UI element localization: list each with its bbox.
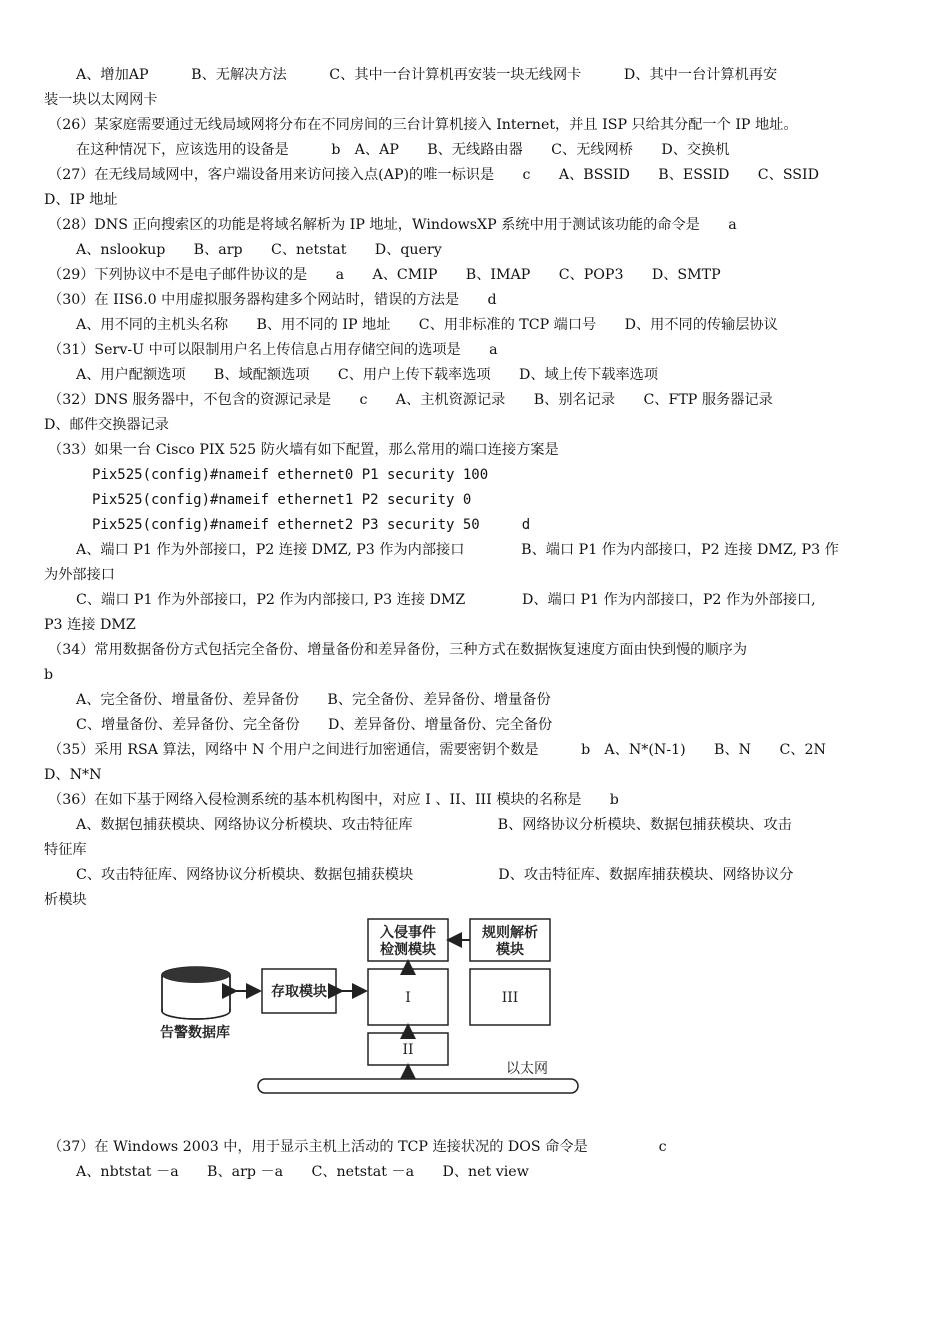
ethernet-label: 以太网 [506,1061,548,1077]
question-36: （36）在如下基于网络入侵检测系统的基本机构图中，对应 I 、II、III 模块的名称是 b [48,792,619,808]
text-line: b [44,667,54,683]
text-line: A、用户配额选项 B、域配额选项 C、用户上传下载率选项 D、域上传下载率选项 [76,367,659,383]
text-line: C、增量备份、差异备份、完全备份 D、差异备份、增量备份、完全备份 [76,717,553,733]
intrusion-detect-label-1: 入侵事件 [380,925,436,941]
rule-parse-label-1: 规则解析 [482,925,538,941]
text-line: A、增加AP B、无解决方法 C、其中一台计算机再安装一块无线网卡 D、其中一台计算机再安 [76,67,778,83]
question-32: （32）DNS 服务器中，不包含的资源记录是 c A、主机资源记录 B、别名记录 C、FTP 服务器记录 [48,392,773,408]
text-line: C、端口 P1 作为外部接口，P2 作为内部接口, P3 连接 DMZ D、端口 P1 作为内部接口，P2 作为外部接口, [76,592,816,608]
question-35: （35）采用 RSA 算法，网络中 N 个用户之间进行加密通信，需要密钥个数是 b A、N*(N-1) B、N C、2N [48,742,826,758]
text-line: A、完全备份、增量备份、差异备份 B、完全备份、差异备份、增量备份 [76,692,551,708]
text-line: 在这种情况下，应该选用的设备是 b A、AP B、无线路由器 C、无线网桥 D、交换机 [76,142,730,158]
intrusion-detect-label-2: 检测模块 [380,942,436,958]
text-line: A、nbtstat －a B、arp －a C、netstat －a D、net view [76,1164,529,1180]
text-line: 特征库 [44,842,87,858]
text-line: D、邮件交换器记录 [44,417,169,433]
question-34: （34）常用数据备份方式包括完全备份、增量备份和差异备份，三种方式在数据恢复速度方面由快到慢的顺序为 [48,642,748,658]
question-31: （31）Serv-U 中可以限制用户名上传信息占用存储空间的选项是 a [48,342,498,358]
alarm-database-icon [162,967,230,1019]
text-line: P3 连接 DMZ [44,617,136,633]
module-iii-label: III [501,990,519,1006]
module-i-label: I [405,990,411,1006]
text-line: D、IP 地址 [44,192,118,208]
question-27: （27）在无线局域网中，客户端设备用来访问接入点(AP)的唯一标识是 c A、BSSID B、ESSID C、SSID [48,167,819,183]
question-26: （26）某家庭需要通过无线局域网将分布在不同房间的三台计算机接入 Internet，并且 ISP 只给其分配一个 IP 地址。 [48,117,798,133]
config-line: Pix525(config)#nameif ethernet2 P3 security 50 d [92,517,531,533]
text-line: 为外部接口 [44,567,115,583]
question-30: （30）在 IIS6.0 中用虚拟服务器构建多个网站时，错误的方法是 d [48,292,497,308]
text-line: A、数据包捕获模块、网络协议分析模块、攻击特征库 B、网络协议分析模块、数据包捕获模块、攻击 [76,817,792,833]
text-line: A、端口 P1 作为外部接口，P2 连接 DMZ, P3 作为内部接口 B、端口 P1 作为内部接口，P2 连接 DMZ, P3 作 [76,542,839,558]
text-line: 装一块以太网网卡 [44,92,158,108]
config-line: Pix525(config)#nameif ethernet0 P1 security 100 [92,467,489,483]
question-37: （37）在 Windows 2003 中，用于显示主机上活动的 TCP 连接状况的 DOS 命令是 c [48,1139,667,1155]
storage-module-label: 存取模块 [271,984,327,1000]
ethernet-bus [258,1079,578,1093]
question-33: （33）如果一台 Cisco PIX 525 防火墙有如下配置，那么常用的端口连接方案是 [48,442,559,458]
rule-parse-label-2: 模块 [496,942,524,958]
ids-architecture-diagram [150,905,580,1105]
text-line: A、nslookup B、arp C、netstat D、query [76,242,442,258]
text-line: C、攻击特征库、网络协议分析模块、数据包捕获模块 D、攻击特征库、数据库捕获模块、网络协议分 [76,867,794,883]
alarm-database-label: 告警数据库 [160,1025,230,1041]
text-line: 析模块 [44,892,87,908]
config-line: Pix525(config)#nameif ethernet1 P2 security 0 [92,492,472,508]
question-29: （29）下列协议中不是电子邮件协议的是 a A、CMIP B、IMAP C、POP3 D、SMTP [48,267,721,283]
text-line: A、用不同的主机头名称 B、用不同的 IP 地址 C、用非标准的 TCP 端口号 D、用不同的传输层协议 [76,317,778,333]
module-ii-label: II [402,1042,414,1058]
text-line: D、N*N [44,767,102,783]
question-28: （28）DNS 正向搜索区的功能是将域名解析为 IP 地址，WindowsXP 系统中用于测试该功能的命令是 a [48,217,737,233]
